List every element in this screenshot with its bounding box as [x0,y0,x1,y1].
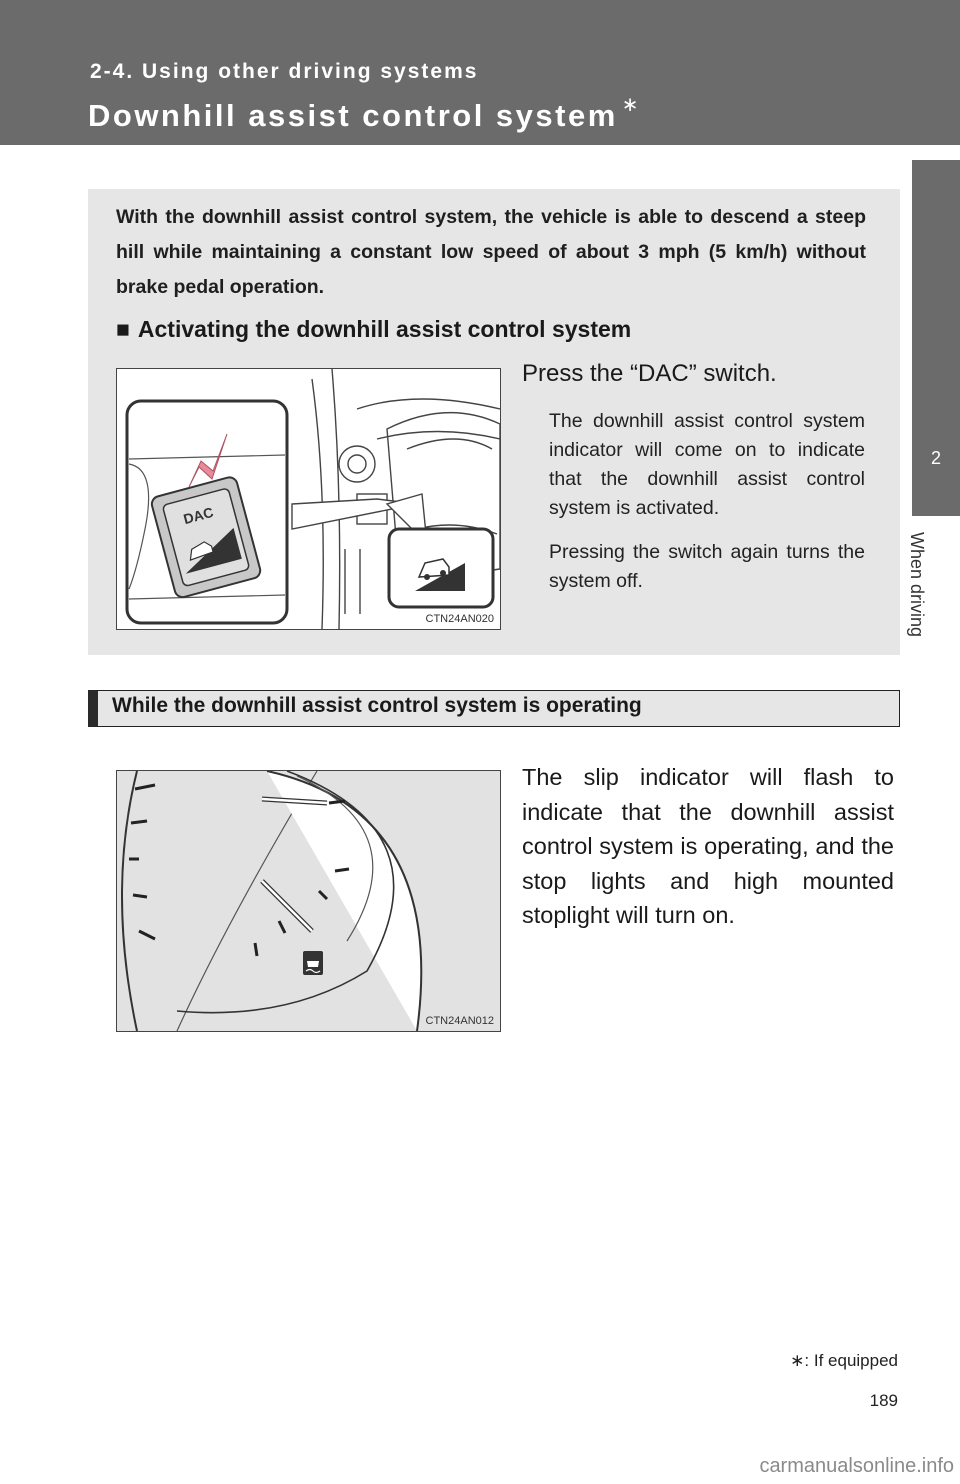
section-label: 2-4. Using other driving systems [90,60,479,83]
section-heading: While the downhill assist control system is operating [112,694,642,717]
instruction-lead: Press the “DAC” switch. [522,360,777,387]
subheading-text: Activating the downhill assist control system [137,316,632,342]
dac-switch-figure [116,368,501,630]
chapter-caption-text: When driving [907,532,927,638]
chapter-number: 2 [930,448,941,468]
page-title-text: Downhill assist control system [88,98,618,133]
if-equipped-mark: ∗ [621,94,642,116]
instruction-note: Pressing the switch again turns the system off. [549,541,865,592]
page-title [88,94,642,134]
slip-indicator-icon [303,951,323,975]
meter-figure [116,770,501,1032]
subheading [116,316,631,343]
meter-illustration [117,771,500,1031]
figure-code: CTN24AN012 [425,1015,494,1027]
instruction-note: The downhill assist control system indicator will come on to indicate that the downhill assist control system is activated. [549,410,865,519]
figure-code: CTN24AN020 [425,613,494,625]
dac-switch-illustration [117,369,500,629]
footnote: ∗: If equipped [790,1351,898,1370]
watermark: carmanualsonline.info [759,1455,954,1477]
page-number: 189 [869,1391,898,1410]
dac-switch-label: DAC [181,503,216,528]
intro-text: With the downhill assist control system, the vehicle is able to descend a steep hill while maintaining a constant low speed of about 3 mph (5 km/h) without brake pedal operation. [116,206,866,298]
operating-text: The slip indicator will flash to indicate that the downhill assist control system is operating, and the stop lights and high mounted stoplight will turn on. [522,764,894,928]
chapter-caption [907,532,952,672]
square-bullet-icon: ■ [116,316,130,342]
